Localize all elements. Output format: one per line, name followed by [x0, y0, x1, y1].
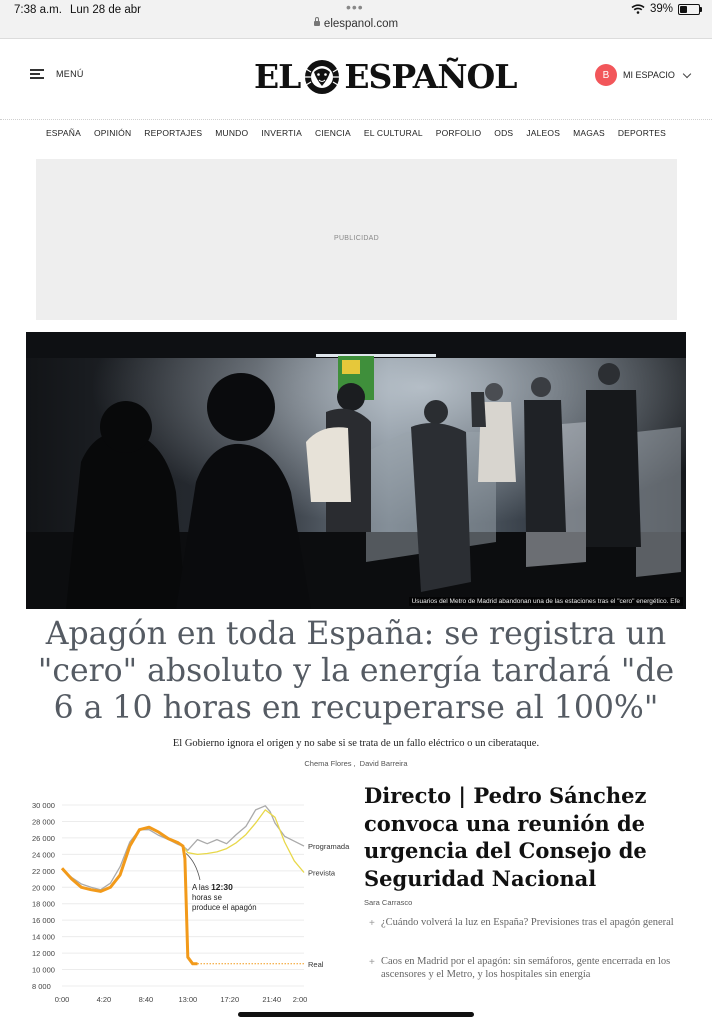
logo-text-right: ESPAÑOL — [344, 57, 517, 96]
plus-icon: + — [369, 957, 375, 968]
nav-el-cultural[interactable]: EL CULTURAL — [363, 128, 423, 138]
nav-porfolio[interactable]: PORFOLIO — [435, 128, 482, 138]
wifi-icon — [631, 4, 645, 14]
y-tick-label: 14 000 — [32, 932, 55, 942]
nav-mundo[interactable]: MUNDO — [215, 128, 249, 138]
y-tick-label: 26 000 — [32, 833, 55, 843]
avatar: B — [595, 64, 617, 86]
menu-button[interactable] — [30, 69, 84, 79]
x-tick-label: 8:40 — [138, 995, 154, 1004]
nav-opinion[interactable]: OPINIÓN — [94, 128, 132, 138]
y-tick-label: 12 000 — [32, 949, 55, 959]
ad-slot[interactable] — [36, 159, 677, 320]
series-label: Prevista — [308, 868, 336, 878]
main-headline[interactable]: Apagón en toda España: se registra un "cero" absoluto y la energía tardará "de 6 a 10 horas en recuperarse al 100%" — [37, 616, 675, 726]
main-subtitle: El Gobierno ignora el origen y no sabe si se trata de un fallo eléctrico o un ciberataque. — [172, 738, 540, 749]
y-tick-label: 24 000 — [32, 850, 55, 860]
related-item-text: ¿Cuándo volverá la luz en España? Previsiones tras el apagón general — [381, 917, 674, 928]
status-date: Lun 28 de abr — [70, 4, 141, 16]
annotation-text: produce el apagón — [192, 903, 257, 912]
related-item-text: Caos en Madrid por el apagón: sin semáforos, gente encerrada en los ascensores y el Metro, y los hospitales sin energía — [381, 956, 671, 980]
nav-deportes[interactable]: DEPORTES — [617, 128, 667, 138]
section-nav — [0, 128, 712, 142]
menu-label: MENÚ — [56, 69, 84, 79]
side-article-author[interactable]: Sara Carrasco — [364, 898, 413, 907]
hamburger-icon — [30, 69, 44, 79]
metro-station-photo — [26, 332, 686, 609]
nav-ciencia[interactable]: CIENCIA — [314, 128, 351, 138]
nav-reportajes[interactable]: REPORTAJES — [144, 128, 203, 138]
status-time: 7:38 a.m. — [14, 4, 62, 16]
x-tick-label: 0:00 — [54, 995, 70, 1004]
x-tick-label: 21:40 — [262, 995, 282, 1004]
nav-invertia[interactable]: INVERTIA — [261, 128, 302, 138]
series-label: Programada — [308, 842, 350, 852]
nav-ods[interactable]: ODS — [494, 128, 514, 138]
site-logo[interactable] — [254, 57, 516, 96]
x-tick-label: 17:20 — [220, 995, 240, 1004]
status-indicators — [631, 3, 700, 15]
related-item[interactable] — [369, 916, 687, 929]
url-text: elespanol.com — [323, 18, 399, 30]
account-label: MI ESPACIO — [623, 70, 675, 80]
demand-chart[interactable] — [26, 791, 356, 1016]
side-article-title[interactable]: Directo | Pedro Sánchez convoca una reunión de urgencia del Consejo de Seguridad Nacional — [364, 783, 647, 891]
battery-percent: 39% — [649, 3, 673, 15]
site-header — [0, 39, 712, 120]
battery-icon — [678, 4, 700, 15]
lion-logo-icon — [303, 59, 341, 95]
y-tick-label: 20 000 — [32, 883, 55, 893]
lock-icon — [314, 21, 320, 26]
logo-text-left: EL — [254, 57, 301, 96]
y-tick-label: 28 000 — [32, 817, 55, 827]
y-tick-label: 30 000 — [32, 801, 55, 810]
account-menu[interactable] — [595, 64, 690, 86]
nav-espana[interactable]: ESPAÑA — [45, 128, 81, 138]
x-tick-label: 4:20 — [96, 995, 112, 1004]
series-label: Real — [308, 959, 324, 969]
y-tick-label: 16 000 — [32, 916, 55, 926]
plus-icon: + — [369, 918, 375, 929]
annotation-arrow — [186, 853, 200, 880]
related-item[interactable] — [369, 955, 687, 981]
author-link[interactable]: Chema Flores — [304, 759, 352, 768]
nav-jaleos[interactable]: JALEOS — [526, 128, 561, 138]
y-tick-label: 18 000 — [32, 899, 55, 909]
author-link[interactable]: David Barreira — [359, 759, 408, 768]
photo-caption: Usuarios del Metro de Madrid abandonan una de las estaciones tras el "cero" energético. Efe — [409, 597, 683, 606]
series-line-real — [62, 827, 198, 964]
y-tick-label: 8 000 — [32, 982, 51, 991]
related-list — [369, 955, 687, 981]
x-tick-label: 13:00 — [178, 995, 198, 1004]
demand-chart-svg — [26, 791, 356, 1016]
home-indicator[interactable] — [238, 1012, 474, 1017]
nav-magas[interactable]: MAGAS — [573, 128, 605, 138]
x-tick-label: 2:00 — [292, 995, 308, 1004]
hero-photo[interactable] — [26, 332, 686, 609]
address-bar[interactable] — [0, 18, 712, 30]
y-tick-label: 22 000 — [32, 866, 55, 876]
browser-more-icon[interactable]: ••• — [346, 0, 364, 15]
ad-label: PUBLICIDAD — [333, 235, 379, 242]
related-list — [369, 916, 687, 929]
ios-status-bar — [0, 0, 712, 39]
main-authors: Chema Flores , David Barreira — [304, 759, 408, 768]
y-tick-label: 10 000 — [32, 965, 55, 975]
chevron-down-icon — [683, 69, 691, 77]
annotation-text: horas se — [192, 893, 222, 902]
annotation-text: A las 12:30 — [192, 882, 233, 892]
